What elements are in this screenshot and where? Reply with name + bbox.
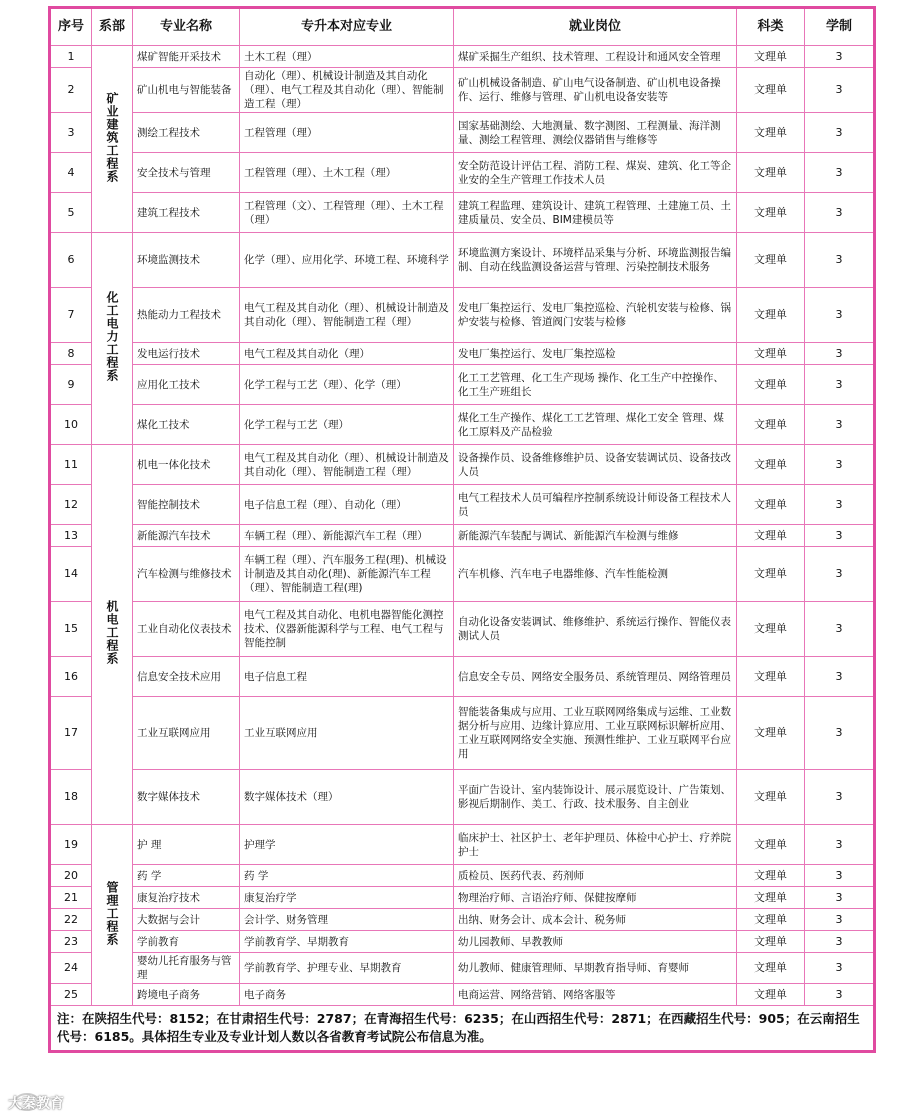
department-label: 机电工程系 xyxy=(105,600,119,665)
cell-major: 护 理 xyxy=(133,825,240,865)
cell-upgrade-major: 化学工程与工艺（理） xyxy=(240,405,454,445)
cell-category: 文理单 xyxy=(737,547,805,602)
table-row xyxy=(50,984,875,1006)
header-no: 序号 xyxy=(50,8,92,46)
cell-jobs: 矿山机械设备制造、矿山电气设备制造、矿山机电设备操作、运行、维修与管理、矿山机电设备安装等 xyxy=(454,68,737,113)
cell-no: 15 xyxy=(50,602,92,657)
cell-years: 3 xyxy=(805,909,875,931)
cell-no: 20 xyxy=(50,865,92,887)
cell-upgrade-major: 车辆工程（理）、新能源汽车工程（理） xyxy=(240,525,454,547)
cell-jobs: 设备操作员、设备维修维护员、设备安装调试员、设备技改人员 xyxy=(454,445,737,485)
cell-years: 3 xyxy=(805,445,875,485)
table-row xyxy=(50,602,875,657)
department-label: 化工电力工程系 xyxy=(105,291,119,382)
cell-category: 文理单 xyxy=(737,485,805,525)
cell-category: 文理单 xyxy=(737,365,805,405)
cell-department xyxy=(92,825,133,1006)
cell-jobs: 幼儿园教师、早教教师 xyxy=(454,931,737,953)
cell-years: 3 xyxy=(805,46,875,68)
header-jobs: 就业岗位 xyxy=(454,8,737,46)
cell-no: 4 xyxy=(50,153,92,193)
table-row xyxy=(50,953,875,984)
cell-years: 3 xyxy=(805,485,875,525)
cell-major: 婴幼儿托育服务与管理 xyxy=(133,953,240,984)
cell-no: 10 xyxy=(50,405,92,445)
table-row xyxy=(50,931,875,953)
cell-jobs: 出纳、财务会计、成本会计、税务师 xyxy=(454,909,737,931)
table-row xyxy=(50,68,875,113)
header-upgrade-major: 专升本对应专业 xyxy=(240,8,454,46)
cell-jobs: 发电厂集控运行、发电厂集控巡检、汽轮机安装与检修、锅炉安装与检修、管道阀门安装与检修 xyxy=(454,288,737,343)
cell-years: 3 xyxy=(805,525,875,547)
cell-no: 13 xyxy=(50,525,92,547)
table-row xyxy=(50,365,875,405)
cell-years: 3 xyxy=(805,825,875,865)
cell-major: 安全技术与管理 xyxy=(133,153,240,193)
cell-no: 2 xyxy=(50,68,92,113)
table-row xyxy=(50,547,875,602)
table-row xyxy=(50,887,875,909)
cell-upgrade-major: 车辆工程（理）、汽车服务工程(理)、机械设计制造及其自动化(理)、新能源汽车工程（理）、智能制造工程(理) xyxy=(240,547,454,602)
header-major: 专业名称 xyxy=(133,8,240,46)
cell-upgrade-major: 学前教育学、护理专业、早期教育 xyxy=(240,953,454,984)
header-department: 系部 xyxy=(92,8,133,46)
cell-upgrade-major: 化学工程与工艺（理）、化学（理） xyxy=(240,365,454,405)
table-row xyxy=(50,657,875,697)
cell-major: 新能源汽车技术 xyxy=(133,525,240,547)
cell-category: 文理单 xyxy=(737,887,805,909)
cell-major: 药 学 xyxy=(133,865,240,887)
cell-jobs: 新能源汽车装配与调试、新能源汽车检测与维修 xyxy=(454,525,737,547)
cell-jobs: 自动化设备安装调试、维修维护、系统运行操作、智能仪表测试人员 xyxy=(454,602,737,657)
cell-jobs: 环境监测方案设计、环境样品采集与分析、环境监测报告编制、自动在线监测设备运营与管理、污染控制技术服务 xyxy=(454,233,737,288)
cell-major: 发电运行技术 xyxy=(133,343,240,365)
cell-no: 25 xyxy=(50,984,92,1006)
cell-upgrade-major: 电子商务 xyxy=(240,984,454,1006)
cell-no: 11 xyxy=(50,445,92,485)
table-row xyxy=(50,343,875,365)
cell-years: 3 xyxy=(805,953,875,984)
department-label: 管理工程系 xyxy=(105,880,119,946)
cell-major: 矿山机电与智能装备 xyxy=(133,68,240,113)
cell-no: 16 xyxy=(50,657,92,697)
cell-no: 1 xyxy=(50,46,92,68)
cell-upgrade-major: 电子信息工程（理）、自动化（理） xyxy=(240,485,454,525)
cell-jobs: 汽车机修、汽车电子电器维修、汽车性能检测 xyxy=(454,547,737,602)
cell-jobs: 发电厂集控运行、发电厂集控巡检 xyxy=(454,343,737,365)
cell-major: 汽车检测与维修技术 xyxy=(133,547,240,602)
table-row xyxy=(50,697,875,770)
cell-upgrade-major: 自动化（理）、机械设计制造及其自动化（理）、电气工程及其自动化（理）、智能制造工程（理） xyxy=(240,68,454,113)
cell-years: 3 xyxy=(805,865,875,887)
cell-upgrade-major: 电气工程及其自动化、电机电器智能化测控技术、仪器新能源科学与工程、电气工程与智能控制 xyxy=(240,602,454,657)
cell-category: 文理单 xyxy=(737,602,805,657)
cell-upgrade-major: 学前教育学、早期教育 xyxy=(240,931,454,953)
cell-category: 文理单 xyxy=(737,931,805,953)
table-row xyxy=(50,113,875,153)
cell-jobs: 煤化工生产操作、煤化工工艺管理、煤化工安全 管理、煤化工原料及产品检验 xyxy=(454,405,737,445)
cell-years: 3 xyxy=(805,405,875,445)
cell-years: 3 xyxy=(805,68,875,113)
cell-years: 3 xyxy=(805,602,875,657)
cell-department xyxy=(92,445,133,825)
enrollment-table-wrapper xyxy=(48,6,873,1053)
table-row xyxy=(50,770,875,825)
cell-category: 文理单 xyxy=(737,865,805,887)
cell-years: 3 xyxy=(805,657,875,697)
cell-category: 文理单 xyxy=(737,46,805,68)
cell-category: 文理单 xyxy=(737,343,805,365)
cell-years: 3 xyxy=(805,984,875,1006)
cell-category: 文理单 xyxy=(737,153,805,193)
cell-major: 信息安全技术应用 xyxy=(133,657,240,697)
cell-years: 3 xyxy=(805,288,875,343)
cell-major: 数字媒体技术 xyxy=(133,770,240,825)
cell-category: 文理单 xyxy=(737,657,805,697)
cell-no: 18 xyxy=(50,770,92,825)
cell-upgrade-major: 电气工程及其自动化（理）、机械设计制造及其自动化（理）、智能制造工程（理） xyxy=(240,445,454,485)
cell-years: 3 xyxy=(805,343,875,365)
cell-category: 文理单 xyxy=(737,525,805,547)
cell-jobs: 幼儿教师、健康管理师、早期教育指导师、育婴师 xyxy=(454,953,737,984)
cell-jobs: 煤矿采掘生产组织、技术管理、工程设计和通风安全管理 xyxy=(454,46,737,68)
cell-years: 3 xyxy=(805,153,875,193)
cell-jobs: 化工工艺管理、化工生产现场 操作、化工生产中控操作、化工生产班组长 xyxy=(454,365,737,405)
cell-years: 3 xyxy=(805,770,875,825)
cell-upgrade-major: 工业互联网应用 xyxy=(240,697,454,770)
cell-department xyxy=(92,46,133,233)
cell-no: 22 xyxy=(50,909,92,931)
cell-no: 12 xyxy=(50,485,92,525)
cell-jobs: 物理治疗师、言语治疗师、保健按摩师 xyxy=(454,887,737,909)
cell-category: 文理单 xyxy=(737,909,805,931)
cell-years: 3 xyxy=(805,113,875,153)
cell-upgrade-major: 电子信息工程 xyxy=(240,657,454,697)
cell-jobs: 智能装备集成与应用、工业互联网网络集成与运维、工业数据分析与应用、边缘计算应用、工业互联网标识解析应用、工业互联网网络安全实施、预测性维护、工业互联网平台应用 xyxy=(454,697,737,770)
cell-years: 3 xyxy=(805,547,875,602)
cell-category: 文理单 xyxy=(737,288,805,343)
cell-upgrade-major: 电气工程及其自动化（理） xyxy=(240,343,454,365)
cell-no: 9 xyxy=(50,365,92,405)
cell-category: 文理单 xyxy=(737,233,805,288)
cell-no: 24 xyxy=(50,953,92,984)
cell-major: 热能动力工程技术 xyxy=(133,288,240,343)
table-row xyxy=(50,46,875,68)
cell-upgrade-major: 护理学 xyxy=(240,825,454,865)
cell-years: 3 xyxy=(805,365,875,405)
watermark: 大秦教育 xyxy=(8,1096,64,1112)
cell-jobs: 安全防范设计评估工程、消防工程、煤炭、建筑、化工等企业安的全生产管理工作技术人员 xyxy=(454,153,737,193)
cell-category: 文理单 xyxy=(737,445,805,485)
cell-upgrade-major: 数字媒体技术（理） xyxy=(240,770,454,825)
cell-major: 建筑工程技术 xyxy=(133,193,240,233)
table-row xyxy=(50,193,875,233)
header-years: 学制 xyxy=(805,8,875,46)
majors-table xyxy=(48,6,876,1053)
cell-no: 21 xyxy=(50,887,92,909)
cell-major: 智能控制技术 xyxy=(133,485,240,525)
cell-category: 文理单 xyxy=(737,825,805,865)
cell-no: 6 xyxy=(50,233,92,288)
footnote: 注：在陕招生代号：8152；在甘肃招生代号：2787；在青海招生代号：6235；在山西招生代号：2871；在西藏招生代号：905；在云南招生代号：6185。具体招生专业及专业计划人数以各省教育考试院公布信息为准。 xyxy=(50,1006,875,1052)
cell-major: 工业互联网应用 xyxy=(133,697,240,770)
cell-category: 文理单 xyxy=(737,193,805,233)
cell-major: 煤矿智能开采技术 xyxy=(133,46,240,68)
cell-jobs: 信息安全专员、网络安全服务员、系统管理员、网络管理员 xyxy=(454,657,737,697)
cell-major: 跨境电子商务 xyxy=(133,984,240,1006)
cell-jobs: 临床护士、社区护士、老年护理员、体检中心护士、疗养院护士 xyxy=(454,825,737,865)
cell-upgrade-major: 工程管理（理） xyxy=(240,113,454,153)
table-row xyxy=(50,525,875,547)
table-row xyxy=(50,825,875,865)
cell-no: 5 xyxy=(50,193,92,233)
cell-department xyxy=(92,233,133,445)
cell-upgrade-major: 电气工程及其自动化（理）、机械设计制造及其自动化（理）、智能制造工程（理） xyxy=(240,288,454,343)
table-row xyxy=(50,288,875,343)
cell-no: 19 xyxy=(50,825,92,865)
table-row xyxy=(50,233,875,288)
cell-years: 3 xyxy=(805,193,875,233)
cell-years: 3 xyxy=(805,697,875,770)
cell-no: 17 xyxy=(50,697,92,770)
cell-upgrade-major: 土木工程（理） xyxy=(240,46,454,68)
cell-major: 环境监测技术 xyxy=(133,233,240,288)
department-label: 矿业建筑工程系 xyxy=(105,91,119,183)
table-row xyxy=(50,153,875,193)
cell-category: 文理单 xyxy=(737,68,805,113)
cell-major: 工业自动化仪表技术 xyxy=(133,602,240,657)
cell-years: 3 xyxy=(805,931,875,953)
cell-jobs: 平面广告设计、室内装饰设计、展示展览设计、广告策划、影视后期制作、美工、行政、技术服务、自主创业 xyxy=(454,770,737,825)
cell-jobs: 电气工程技术人员可编程序控制系统设计师设备工程技术人员 xyxy=(454,485,737,525)
table-row xyxy=(50,445,875,485)
cell-upgrade-major: 化学（理）、应用化学、环境工程、环境科学 xyxy=(240,233,454,288)
cell-jobs: 建筑工程监理、建筑设计、建筑工程管理、土建施工员、土建质量员、安全员、BIM建模员等 xyxy=(454,193,737,233)
cell-no: 14 xyxy=(50,547,92,602)
cell-major: 煤化工技术 xyxy=(133,405,240,445)
table-row xyxy=(50,909,875,931)
table-row xyxy=(50,865,875,887)
cell-major: 大数据与会计 xyxy=(133,909,240,931)
cell-category: 文理单 xyxy=(737,953,805,984)
header-row xyxy=(50,8,875,46)
cell-major: 应用化工技术 xyxy=(133,365,240,405)
cell-category: 文理单 xyxy=(737,770,805,825)
cell-upgrade-major: 会计学、财务管理 xyxy=(240,909,454,931)
cell-upgrade-major: 药 学 xyxy=(240,865,454,887)
cell-major: 康复治疗技术 xyxy=(133,887,240,909)
table-row xyxy=(50,485,875,525)
cell-years: 3 xyxy=(805,887,875,909)
cell-category: 文理单 xyxy=(737,697,805,770)
cell-category: 文理单 xyxy=(737,984,805,1006)
table-row xyxy=(50,405,875,445)
cell-upgrade-major: 工程管理（文）、工程管理（理）、土木工程（理） xyxy=(240,193,454,233)
cell-no: 23 xyxy=(50,931,92,953)
cell-no: 7 xyxy=(50,288,92,343)
cell-no: 8 xyxy=(50,343,92,365)
cell-major: 测绘工程技术 xyxy=(133,113,240,153)
cell-jobs: 质检员、医药代表、药剂师 xyxy=(454,865,737,887)
cell-category: 文理单 xyxy=(737,405,805,445)
cell-major: 学前教育 xyxy=(133,931,240,953)
cell-years: 3 xyxy=(805,233,875,288)
cell-category: 文理单 xyxy=(737,113,805,153)
cell-upgrade-major: 康复治疗学 xyxy=(240,887,454,909)
cell-upgrade-major: 工程管理（理）、土木工程（理） xyxy=(240,153,454,193)
cell-jobs: 电商运营、网络营销、网络客服等 xyxy=(454,984,737,1006)
header-category: 科类 xyxy=(737,8,805,46)
cell-no: 3 xyxy=(50,113,92,153)
table-body xyxy=(50,46,875,1006)
cell-jobs: 国家基础测绘、大地测量、数字测图、工程测量、海洋测量、测绘工程管理、测绘仪器销售与维修等 xyxy=(454,113,737,153)
note-row xyxy=(50,1006,875,1052)
cell-major: 机电一体化技术 xyxy=(133,445,240,485)
